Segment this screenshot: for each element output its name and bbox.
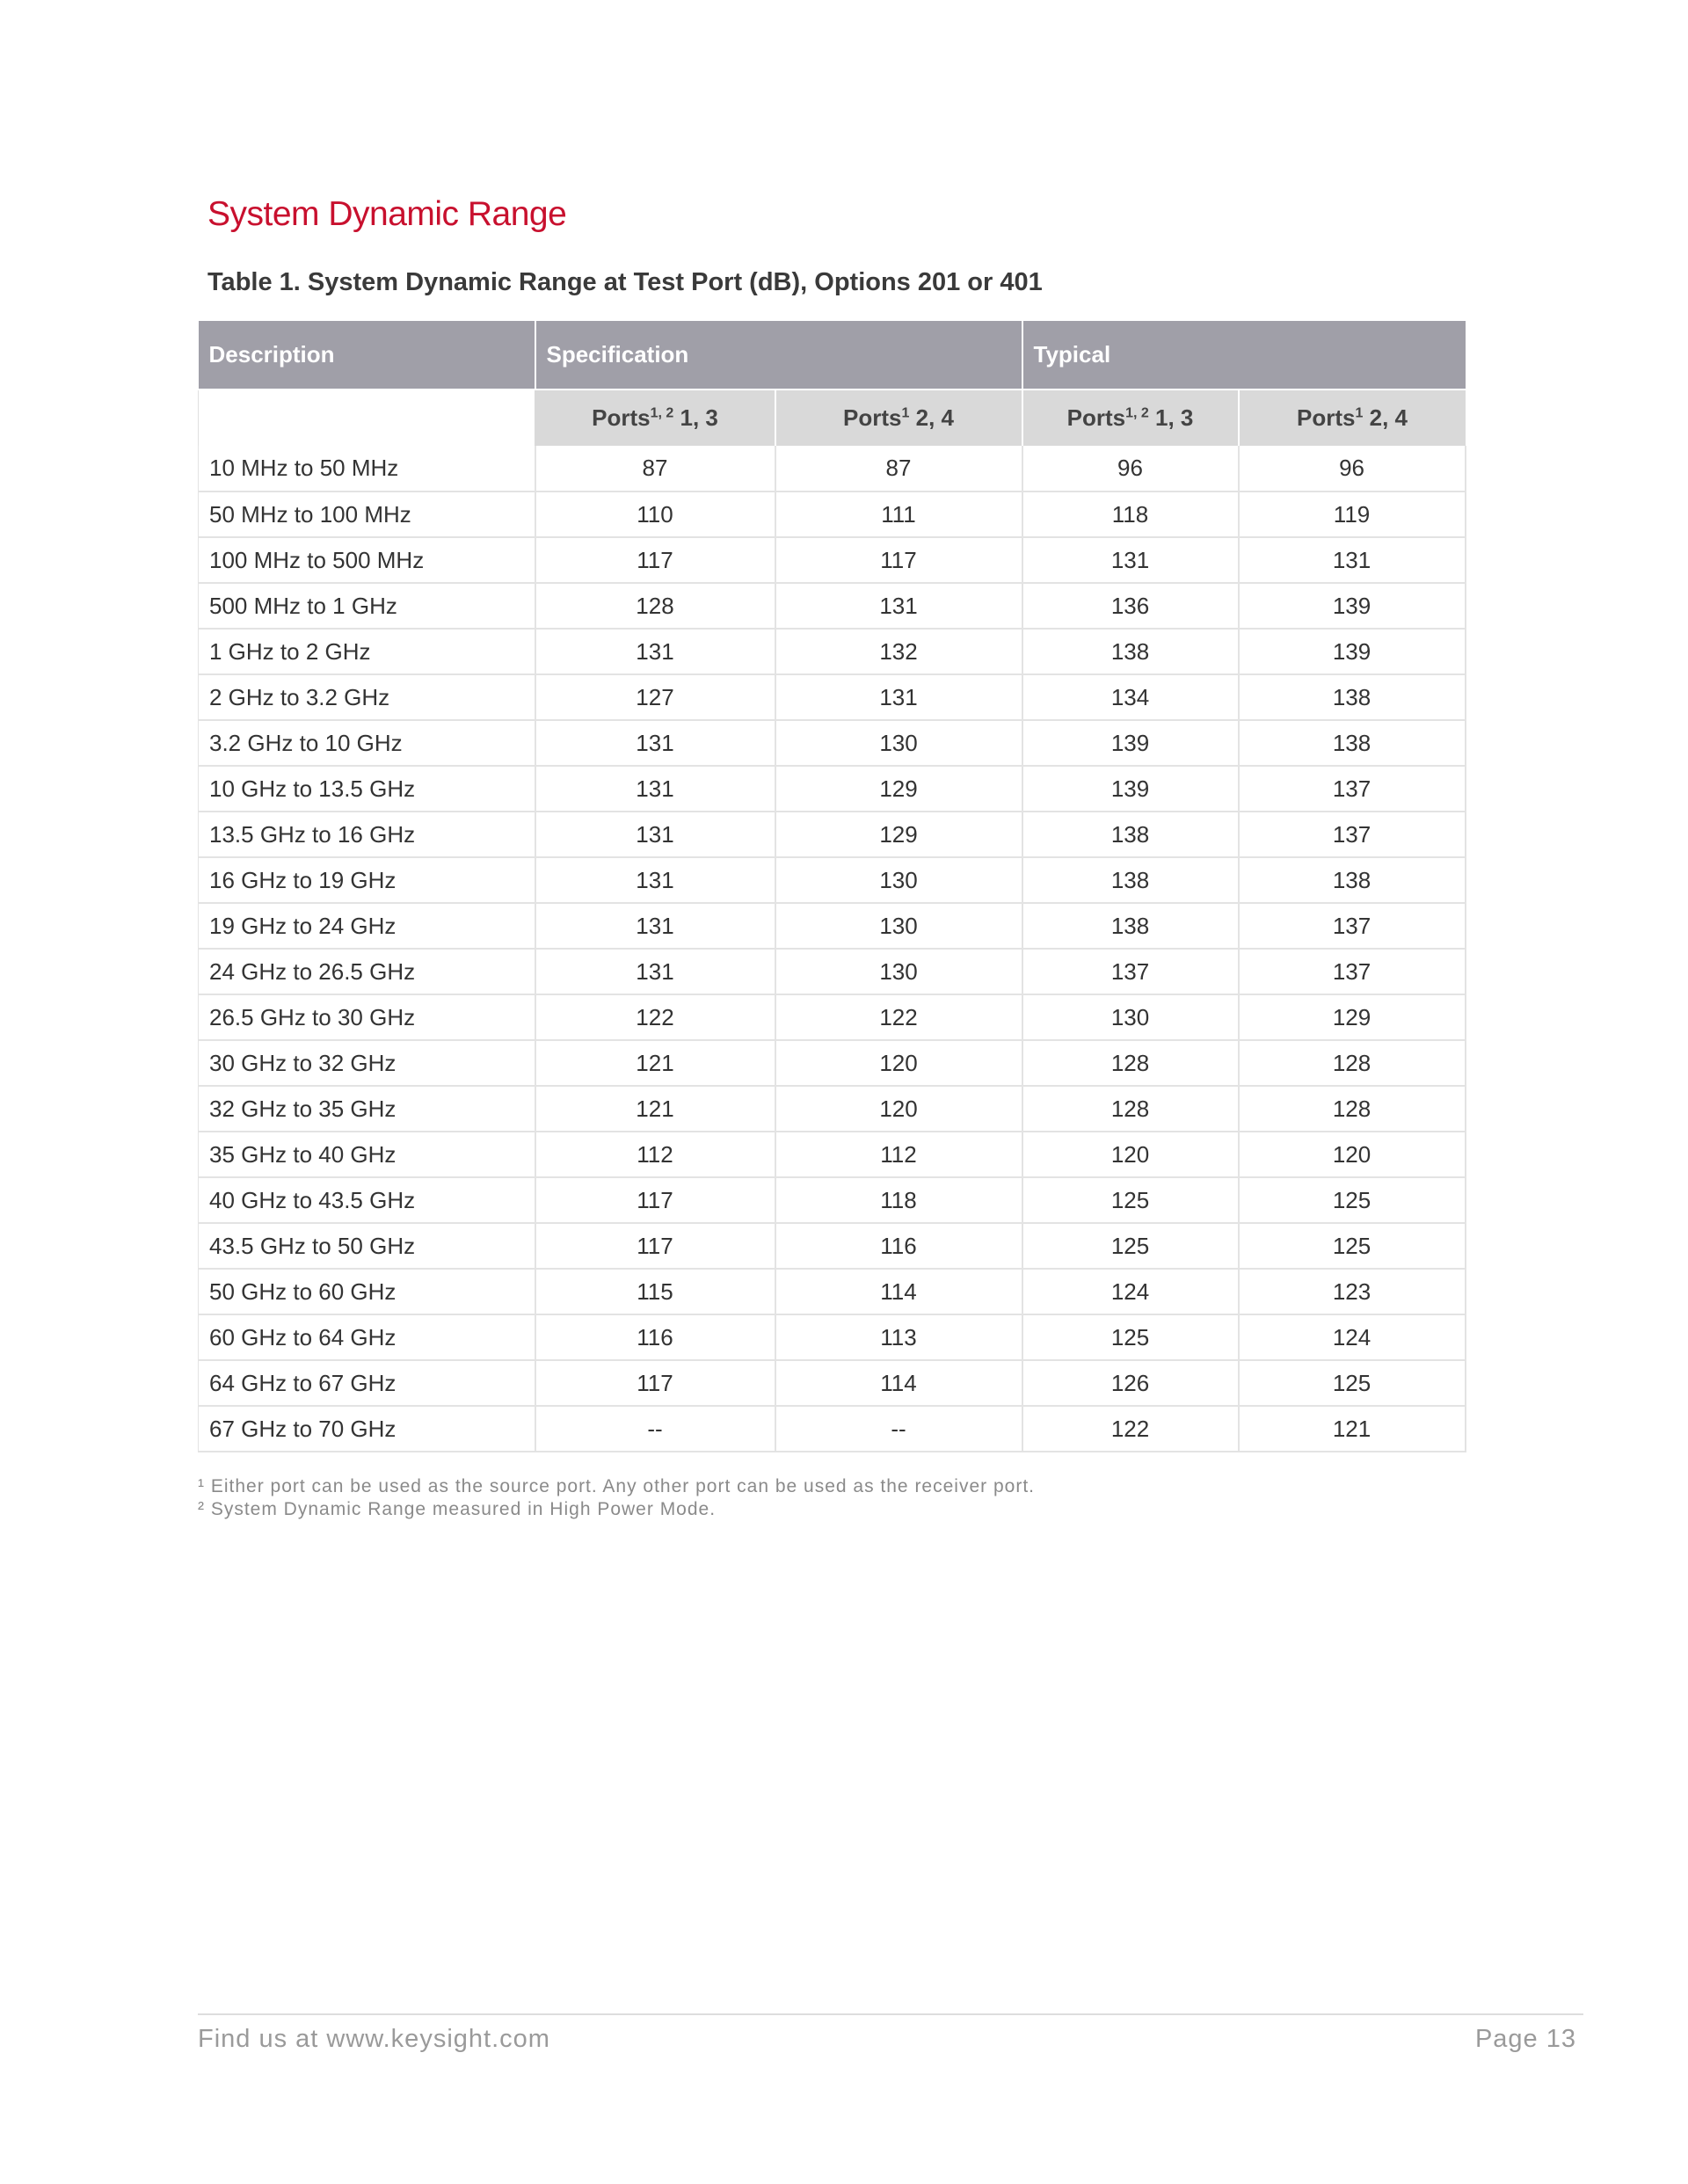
row-value-cell: 121 bbox=[535, 1040, 775, 1086]
row-value-cell: 131 bbox=[535, 720, 775, 766]
header-spec-ports-1-3: Ports$^{1, 2}$ 1, 3 bbox=[535, 389, 775, 446]
row-value-cell: 131 bbox=[775, 674, 1022, 720]
row-value-cell: 96 bbox=[1022, 446, 1239, 491]
row-value-cell: 117 bbox=[535, 1360, 775, 1406]
row-description-cell: 10 GHz to 13.5 GHz bbox=[199, 766, 535, 812]
row-value-cell: 130 bbox=[775, 857, 1022, 903]
table-row bbox=[199, 994, 1466, 1040]
row-value-cell: -- bbox=[535, 1406, 775, 1452]
row-value-cell: 112 bbox=[535, 1132, 775, 1177]
row-value-cell: 122 bbox=[535, 994, 775, 1040]
row-value-cell: 115 bbox=[535, 1269, 775, 1314]
row-value-cell: 120 bbox=[1239, 1132, 1466, 1177]
row-value-cell: 117 bbox=[775, 537, 1022, 583]
row-value-cell: 138 bbox=[1022, 857, 1239, 903]
row-value-cell: 123 bbox=[1239, 1269, 1466, 1314]
header-specification: Specification bbox=[535, 321, 1022, 389]
row-description-cell: 43.5 GHz to 50 GHz bbox=[199, 1223, 535, 1269]
row-value-cell: 130 bbox=[775, 903, 1022, 949]
row-value-cell: 139 bbox=[1022, 720, 1239, 766]
row-value-cell: 125 bbox=[1022, 1223, 1239, 1269]
table-row bbox=[199, 766, 1466, 812]
row-value-cell: 128 bbox=[1239, 1086, 1466, 1132]
row-value-cell: 138 bbox=[1022, 903, 1239, 949]
row-value-cell: 111 bbox=[775, 491, 1022, 537]
header-spec-ports-2-4: Ports$^1$ 2, 4 bbox=[775, 389, 1022, 446]
row-value-cell: 129 bbox=[1239, 994, 1466, 1040]
row-description-cell: 30 GHz to 32 GHz bbox=[199, 1040, 535, 1086]
row-value-cell: 137 bbox=[1239, 949, 1466, 994]
table-row bbox=[199, 1177, 1466, 1223]
row-value-cell: 112 bbox=[775, 1132, 1022, 1177]
row-value-cell: 125 bbox=[1022, 1314, 1239, 1360]
row-description-cell: 60 GHz to 64 GHz bbox=[199, 1314, 535, 1360]
footnote-1: ¹ Either port can be used as the source port. Any other port can be used as the receiver port. bbox=[198, 1476, 1035, 1496]
table-row bbox=[199, 446, 1466, 491]
row-description-cell: 24 GHz to 26.5 GHz bbox=[199, 949, 535, 994]
table-sub-header-row bbox=[199, 389, 1466, 446]
row-description-cell: 35 GHz to 40 GHz bbox=[199, 1132, 535, 1177]
row-value-cell: 129 bbox=[775, 812, 1022, 857]
row-value-cell: 129 bbox=[775, 766, 1022, 812]
row-value-cell: 119 bbox=[1239, 491, 1466, 537]
page-number: Page 13 bbox=[1474, 2025, 1576, 2053]
page-title: System Dynamic Range bbox=[207, 195, 567, 233]
header-typical: Typical bbox=[1022, 321, 1466, 389]
row-value-cell: 138 bbox=[1239, 857, 1466, 903]
table-body bbox=[199, 446, 1466, 1452]
row-value-cell: 131 bbox=[1022, 537, 1239, 583]
row-value-cell: 125 bbox=[1239, 1223, 1466, 1269]
table-row bbox=[199, 1314, 1466, 1360]
row-value-cell: 118 bbox=[1022, 491, 1239, 537]
footer-website-link[interactable]: Find us at www.keysight.com bbox=[198, 2025, 550, 2053]
row-value-cell: 121 bbox=[535, 1086, 775, 1132]
row-value-cell: 130 bbox=[775, 949, 1022, 994]
row-value-cell: 122 bbox=[775, 994, 1022, 1040]
row-description-cell: 10 MHz to 50 MHz bbox=[199, 446, 535, 491]
table-row bbox=[199, 491, 1466, 537]
row-value-cell: 131 bbox=[535, 812, 775, 857]
row-value-cell: 131 bbox=[535, 629, 775, 674]
row-description-cell: 16 GHz to 19 GHz bbox=[199, 857, 535, 903]
table-row bbox=[199, 1223, 1466, 1269]
row-value-cell: 137 bbox=[1239, 812, 1466, 857]
row-value-cell: 128 bbox=[1022, 1040, 1239, 1086]
row-value-cell: 138 bbox=[1239, 674, 1466, 720]
row-description-cell: 67 GHz to 70 GHz bbox=[199, 1406, 535, 1452]
row-value-cell: 121 bbox=[1239, 1406, 1466, 1452]
table-caption: Table 1. System Dynamic Range at Test Port (dB), Options 201 or 401 bbox=[207, 268, 1043, 296]
header-typ-ports-1-3: Ports$^{1, 2}$ 1, 3 bbox=[1022, 389, 1239, 446]
row-value-cell: 126 bbox=[1022, 1360, 1239, 1406]
table-row bbox=[199, 537, 1466, 583]
row-value-cell: 114 bbox=[775, 1360, 1022, 1406]
row-value-cell: 132 bbox=[775, 629, 1022, 674]
table-row bbox=[199, 1360, 1466, 1406]
row-description-cell: 64 GHz to 67 GHz bbox=[199, 1360, 535, 1406]
row-description-cell: 100 MHz to 500 MHz bbox=[199, 537, 535, 583]
row-value-cell: 138 bbox=[1022, 629, 1239, 674]
row-value-cell: 131 bbox=[775, 583, 1022, 629]
table-row bbox=[199, 674, 1466, 720]
row-value-cell: 118 bbox=[775, 1177, 1022, 1223]
row-description-cell: 19 GHz to 24 GHz bbox=[199, 903, 535, 949]
row-value-cell: 120 bbox=[1022, 1132, 1239, 1177]
row-description-cell: 32 GHz to 35 GHz bbox=[199, 1086, 535, 1132]
table-row bbox=[199, 629, 1466, 674]
row-value-cell: 139 bbox=[1239, 583, 1466, 629]
row-value-cell: 120 bbox=[775, 1040, 1022, 1086]
table-row bbox=[199, 1086, 1466, 1132]
row-value-cell: 128 bbox=[1239, 1040, 1466, 1086]
row-value-cell: 117 bbox=[535, 537, 775, 583]
row-description-cell: 50 GHz to 60 GHz bbox=[199, 1269, 535, 1314]
row-value-cell: 125 bbox=[1239, 1360, 1466, 1406]
table-row bbox=[199, 1269, 1466, 1314]
table-row bbox=[199, 1406, 1466, 1452]
row-value-cell: 137 bbox=[1022, 949, 1239, 994]
row-value-cell: 117 bbox=[535, 1223, 775, 1269]
table-row bbox=[199, 583, 1466, 629]
row-description-cell: 50 MHz to 100 MHz bbox=[199, 491, 535, 537]
table-row bbox=[199, 857, 1466, 903]
row-value-cell: 124 bbox=[1239, 1314, 1466, 1360]
row-value-cell: 113 bbox=[775, 1314, 1022, 1360]
row-value-cell: 114 bbox=[775, 1269, 1022, 1314]
row-description-cell: 26.5 GHz to 30 GHz bbox=[199, 994, 535, 1040]
row-value-cell: 137 bbox=[1239, 766, 1466, 812]
row-value-cell: 131 bbox=[1239, 537, 1466, 583]
row-value-cell: 128 bbox=[1022, 1086, 1239, 1132]
row-value-cell: 138 bbox=[1022, 812, 1239, 857]
row-value-cell: 124 bbox=[1022, 1269, 1239, 1314]
footnote-2: ² System Dynamic Range measured in High Power Mode. bbox=[198, 1499, 717, 1519]
row-value-cell: 130 bbox=[1022, 994, 1239, 1040]
row-description-cell: 3.2 GHz to 10 GHz bbox=[199, 720, 535, 766]
row-value-cell: 128 bbox=[535, 583, 775, 629]
footer-divider bbox=[198, 2013, 1583, 2015]
row-value-cell: 116 bbox=[535, 1314, 775, 1360]
table-row bbox=[199, 812, 1466, 857]
row-value-cell: 131 bbox=[535, 949, 775, 994]
row-description-cell: 500 MHz to 1 GHz bbox=[199, 583, 535, 629]
dynamic-range-table bbox=[198, 321, 1466, 1452]
row-value-cell: 87 bbox=[775, 446, 1022, 491]
row-value-cell: -- bbox=[775, 1406, 1022, 1452]
row-value-cell: 110 bbox=[535, 491, 775, 537]
row-description-cell: 2 GHz to 3.2 GHz bbox=[199, 674, 535, 720]
row-value-cell: 139 bbox=[1239, 629, 1466, 674]
row-value-cell: 131 bbox=[535, 857, 775, 903]
row-value-cell: 87 bbox=[535, 446, 775, 491]
row-value-cell: 125 bbox=[1239, 1177, 1466, 1223]
row-value-cell: 138 bbox=[1239, 720, 1466, 766]
table-row bbox=[199, 720, 1466, 766]
row-description-cell: 1 GHz to 2 GHz bbox=[199, 629, 535, 674]
row-value-cell: 134 bbox=[1022, 674, 1239, 720]
row-value-cell: 137 bbox=[1239, 903, 1466, 949]
row-value-cell: 96 bbox=[1239, 446, 1466, 491]
row-value-cell: 122 bbox=[1022, 1406, 1239, 1452]
table-row bbox=[199, 1040, 1466, 1086]
row-value-cell: 117 bbox=[535, 1177, 775, 1223]
row-value-cell: 131 bbox=[535, 903, 775, 949]
header-typ-ports-2-4: Ports$^1$ 2, 4 bbox=[1239, 389, 1466, 446]
table-row bbox=[199, 949, 1466, 994]
row-value-cell: 131 bbox=[535, 766, 775, 812]
row-description-cell: 13.5 GHz to 16 GHz bbox=[199, 812, 535, 857]
table-row bbox=[199, 1132, 1466, 1177]
row-value-cell: 120 bbox=[775, 1086, 1022, 1132]
row-description-cell: 40 GHz to 43.5 GHz bbox=[199, 1177, 535, 1223]
header-description: Description bbox=[199, 321, 535, 389]
header-blank-cell bbox=[199, 389, 535, 446]
row-value-cell: 136 bbox=[1022, 583, 1239, 629]
row-value-cell: 139 bbox=[1022, 766, 1239, 812]
table-row bbox=[199, 903, 1466, 949]
row-value-cell: 116 bbox=[775, 1223, 1022, 1269]
row-value-cell: 127 bbox=[535, 674, 775, 720]
table-group-header-row bbox=[199, 321, 1466, 389]
row-value-cell: 130 bbox=[775, 720, 1022, 766]
footnotes bbox=[198, 1475, 1035, 1521]
row-value-cell: 125 bbox=[1022, 1177, 1239, 1223]
